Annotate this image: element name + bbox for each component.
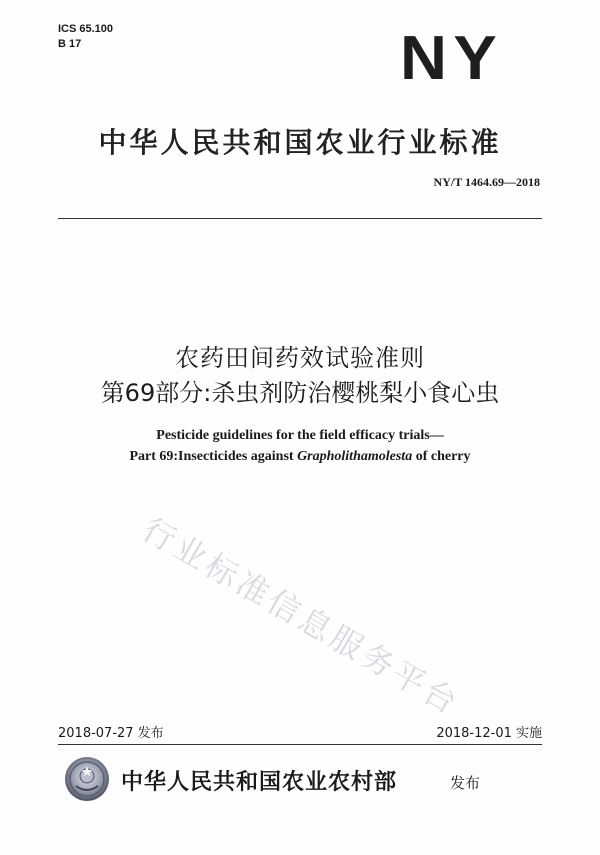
chinese-title-line1: 农药田间药效试验准则 [175, 344, 425, 372]
national-emblem-icon [64, 756, 110, 802]
standard-category-title: 中华人民共和国农业行业标准 [98, 126, 502, 159]
publish-date: 2018-07-27 发布 [58, 726, 164, 741]
publish-label: 发布 [450, 774, 481, 792]
publisher-name: 中华人民共和国农业农村部 [121, 770, 398, 795]
english-title-line2 [0, 449, 600, 465]
ccs-code: B 17 [58, 38, 82, 50]
ny-logo: NY [400, 24, 504, 93]
implement-date: 2018-12-01 实施 [436, 726, 542, 741]
standard-number: NY/T 1464.69—2018 [433, 175, 540, 189]
chinese-title-line2: 第69部分:杀虫剂防治樱桃梨小食心虫 [100, 379, 500, 407]
watermark: 行业标准信息服务平台 [136, 510, 467, 724]
ics-code: ICS 65.100 [58, 23, 114, 35]
english-title-suffix: of cherry [412, 449, 471, 464]
classification-codes [58, 22, 113, 52]
english-title-prefix: Part 69:Insecticides against [129, 449, 298, 464]
english-title-species: Grapholithamolesta [297, 449, 413, 464]
top-divider [58, 218, 542, 219]
bottom-divider [58, 744, 542, 745]
english-title-line1: Pesticide guidelines for the field efficacy trials— [156, 428, 444, 443]
